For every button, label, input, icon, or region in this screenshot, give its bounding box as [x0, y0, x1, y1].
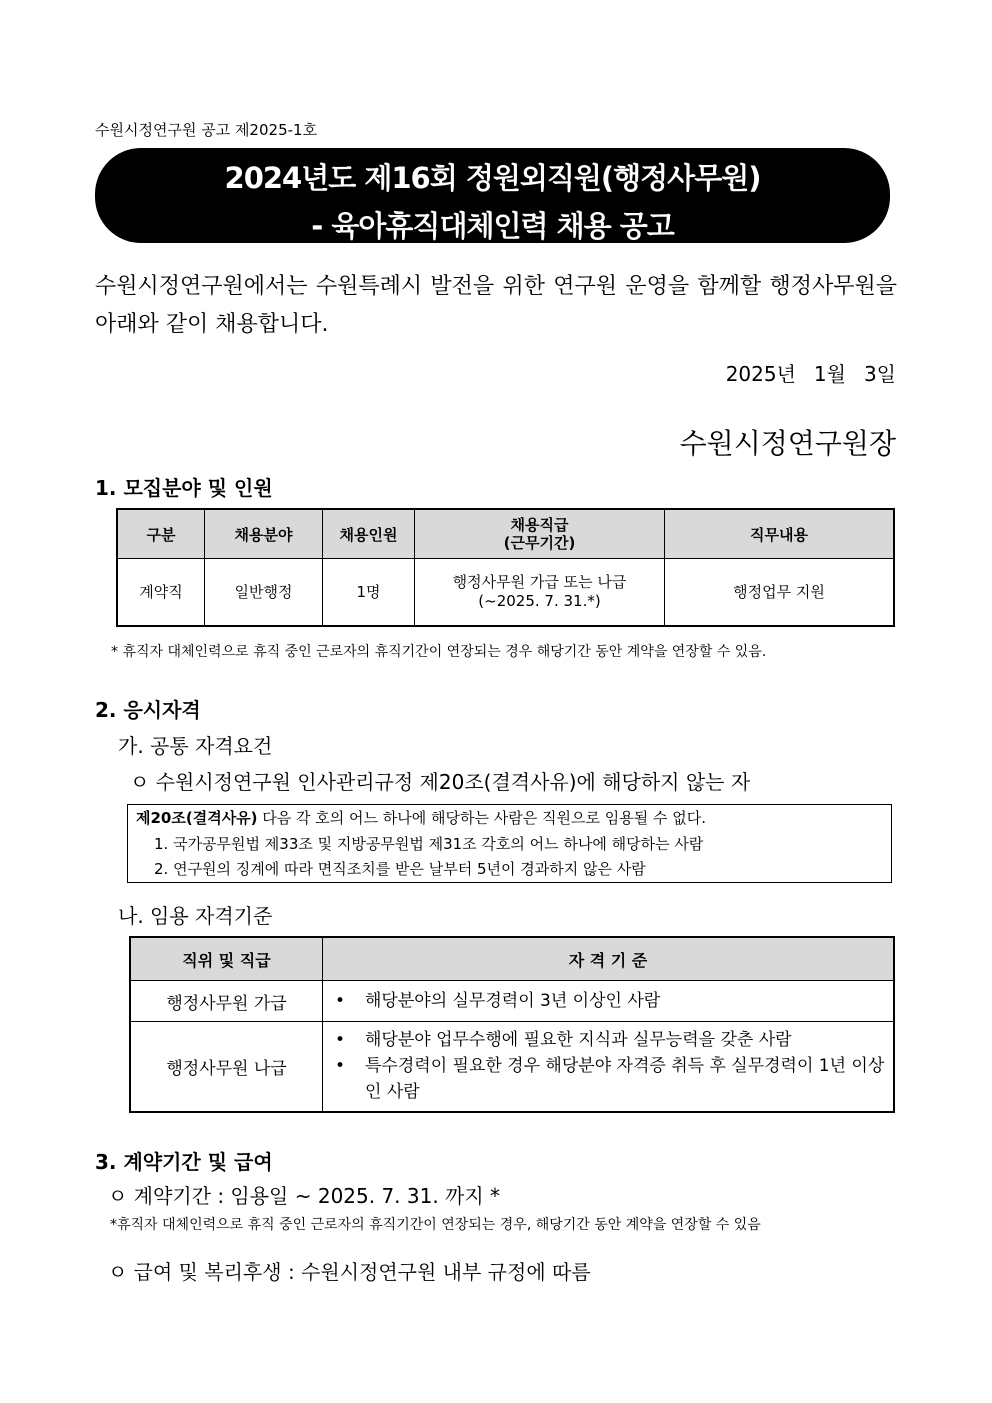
section2-sub-a: 가. 공통 자격요건	[118, 734, 273, 758]
cell-grade-label: 행정사무원 가급 또는 나급	[452, 573, 627, 591]
qualification-table	[129, 936, 895, 1113]
title-banner	[95, 148, 890, 243]
table-row	[117, 559, 894, 627]
list-item	[331, 1027, 885, 1053]
list-item	[331, 988, 885, 1014]
regulation-title: 제20조(결격사유)	[136, 809, 258, 827]
notice-number: 수원시정연구원 공고 제2025-1호	[95, 121, 318, 139]
table-header-row	[117, 509, 894, 559]
bullet-icon: •	[335, 1030, 346, 1051]
bullet-icon: •	[335, 1056, 346, 1077]
header-duties: 직무내용	[665, 509, 895, 559]
notice-date	[726, 358, 896, 387]
recruitment-table	[116, 508, 895, 627]
section1-note: * 휴직자 대체인력으로 휴직 중인 근로자의 휴직기간이 연장되는 경우 해당기간 동안 계약을 연장할 수 있음.	[111, 644, 767, 660]
title-line-2: - 육아휴직대체인력 채용 공고	[311, 209, 674, 243]
cell-grade-period: (~2025. 7. 31.*)	[478, 592, 601, 610]
section2-sub-b: 나. 임용 자격기준	[118, 904, 273, 928]
signer: 수원시정연구원장	[679, 427, 896, 460]
bullet-icon: •	[335, 991, 346, 1011]
header-field: 채용분야	[205, 509, 323, 559]
date-month: 1월	[813, 362, 846, 386]
table-row	[130, 981, 894, 1022]
section3-bullet-1: ㅇ 계약기간 : 임용일 ~ 2025. 7. 31. 까지 *	[108, 1184, 501, 1208]
regulation-box	[127, 804, 892, 883]
regulation-text: 다음 각 호의 어느 하나에 해당하는 사람은 직원으로 임용될 수 없다.	[257, 809, 706, 827]
date-day: 3일	[863, 362, 896, 386]
date-year: 2025년	[725, 362, 796, 386]
header-grade	[415, 509, 665, 559]
cell-category: 계약직	[117, 559, 205, 627]
regulation-item-2: 2. 연구원의 징계에 따라 면직조치를 받은 날부터 5년이 경과하지 않은 사람	[154, 860, 646, 878]
section2-heading: 2. 응시자격	[95, 698, 201, 722]
section3-note: *휴직자 대체인력으로 휴직 중인 근로자의 휴직기간이 연장되는 경우, 해당기간 동안 계약을 연장할 수 있음	[110, 1217, 761, 1233]
header-category: 구분	[117, 509, 205, 559]
cell-criteria-na	[323, 1022, 895, 1112]
cell-duties: 행정업무 지원	[665, 559, 895, 627]
header-grade-label: 채용직급	[510, 516, 569, 534]
cell-field: 일반행정	[205, 559, 323, 627]
cell-count: 1명	[323, 559, 415, 627]
table-header-row	[130, 937, 894, 981]
header-grade-period: (근무기간)	[503, 534, 576, 552]
criteria-text: 특수경력이 필요한 경우 해당분야 자격증 취득 후 실무경력이 1년 이상인 사람	[365, 1056, 885, 1103]
list-item	[331, 1053, 885, 1105]
criteria-text: 해당분야 업무수행에 필요한 지식과 실무능력을 갖춘 사람	[365, 1030, 792, 1051]
header-position: 직위 및 직급	[130, 937, 323, 981]
table-row	[130, 1022, 894, 1112]
section1-heading: 1. 모집분야 및 인원	[95, 476, 273, 500]
section3-bullet-2: ㅇ 급여 및 복리후생 : 수원시정연구원 내부 규정에 따름	[108, 1260, 591, 1284]
cell-grade	[415, 559, 665, 627]
intro-paragraph: 수원시정연구원에서는 수원특례시 발전을 위한 연구원 운영을 함께할 행정사무원을 아래와 같이 채용합니다.	[95, 274, 897, 337]
title-line-1: 2024년도 제16회 정원외직원(행정사무원)	[224, 161, 761, 195]
header-criteria: 자 격 기 준	[323, 937, 895, 981]
cell-criteria-ga	[323, 981, 895, 1022]
header-count: 채용인원	[323, 509, 415, 559]
criteria-text: 해당분야의 실무경력이 3년 이상인 사람	[365, 991, 661, 1011]
regulation-item-1: 1. 국가공무원법 제33조 및 지방공무원법 제31조 각호의 어느 하나에 해당하는 사람	[154, 835, 704, 853]
regulation-title-row	[136, 805, 706, 831]
section3-heading: 3. 계약기간 및 급여	[95, 1150, 273, 1174]
cell-position-na: 행정사무원 나급	[130, 1022, 323, 1112]
cell-position-ga: 행정사무원 가급	[130, 981, 323, 1022]
section2-bullet-a: ㅇ 수원시정연구원 인사관리규정 제20조(결격사유)에 해당하지 않는 자	[130, 770, 751, 794]
